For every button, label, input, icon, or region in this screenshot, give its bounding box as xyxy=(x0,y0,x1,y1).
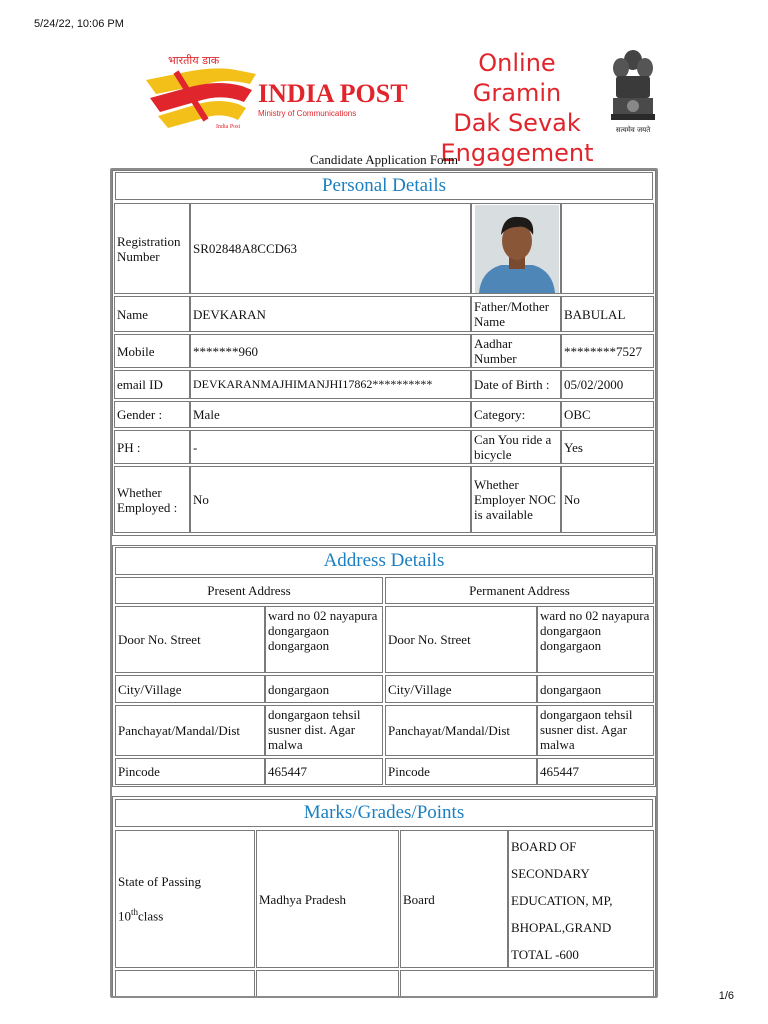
class-number: 10 xyxy=(118,908,131,924)
dob-value: 05/02/2000 xyxy=(561,370,654,399)
logo-main-text: INDIA POST xyxy=(258,79,408,108)
portal-title-line1: Online Gramin xyxy=(472,49,562,107)
employed-label: Whether Employed : xyxy=(114,466,190,533)
noc-value: No xyxy=(561,466,654,533)
board-label: Board xyxy=(400,830,508,968)
parent-name-label: Father/Mother Name xyxy=(471,296,561,332)
logo-sub-text: Ministry of Communications xyxy=(258,109,357,118)
gender-label: Gender : xyxy=(114,401,190,428)
category-label: Category: xyxy=(471,401,561,428)
page-number: 1/6 xyxy=(718,990,734,1002)
dob-label: Date of Birth : xyxy=(471,370,561,399)
logo-small-text: India Post xyxy=(216,124,241,130)
ph-value: - xyxy=(190,430,471,464)
permanent-pincode-value: 465447 xyxy=(537,758,654,785)
present-pincode-label: Pincode xyxy=(115,758,265,785)
present-panchayat-label: Panchayat/Mandal/Dist xyxy=(115,705,265,756)
mobile-label: Mobile xyxy=(114,334,190,368)
present-door-value: ward no 02 nayapura dongargaon dongargaon xyxy=(265,606,383,673)
state-of-passing-value: Madhya Pradesh xyxy=(256,830,399,968)
portal-title xyxy=(432,48,602,168)
permanent-panchayat-value: dongargaon tehsil susner dist. Agar malwa xyxy=(537,705,654,756)
registration-label: Registration Number xyxy=(114,203,190,294)
permanent-door-label: Door No. Street xyxy=(385,606,537,673)
emblem-motto: सत्यमेव जयते xyxy=(615,126,651,134)
permanent-city-value: dongargaon xyxy=(537,675,654,703)
state-of-passing-label xyxy=(115,830,255,968)
aadhar-value: ********7527 xyxy=(561,334,654,368)
present-city-value: dongargaon xyxy=(265,675,383,703)
permanent-pincode-label: Pincode xyxy=(385,758,537,785)
national-emblem-icon xyxy=(608,46,658,136)
bicycle-value: Yes xyxy=(561,430,654,464)
state-label-text: State of Passing xyxy=(118,873,202,889)
bicycle-label: Can You ride a bicycle xyxy=(471,430,561,464)
portal-title-line2: Dak Sevak xyxy=(453,109,581,137)
present-door-label: Door No. Street xyxy=(115,606,265,673)
parent-name-value: BABULAL xyxy=(561,296,654,332)
email-label: email ID xyxy=(114,370,190,399)
permanent-panchayat-label: Panchayat/Mandal/Dist xyxy=(385,705,537,756)
class-word: class xyxy=(138,908,164,924)
class-label-text xyxy=(118,897,163,931)
logo-hindi-text: भारतीय डाक xyxy=(168,54,220,67)
print-timestamp: 5/24/22, 10:06 PM xyxy=(34,18,124,30)
employed-value: No xyxy=(190,466,471,533)
present-address-heading: Present Address xyxy=(115,577,383,604)
permanent-door-value: ward no 02 nayapura dongargaon dongargaon xyxy=(537,606,654,673)
photo-empty-cell xyxy=(561,203,654,294)
present-panchayat-value: dongargaon tehsil susner dist. Agar malwa xyxy=(265,705,383,756)
mobile-value: *******960 xyxy=(190,334,471,368)
next-row-cell-3 xyxy=(400,970,654,996)
name-label: Name xyxy=(114,296,190,332)
permanent-city-label: City/Village xyxy=(385,675,537,703)
form-title: Candidate Application Form xyxy=(309,152,459,167)
ph-label: PH : xyxy=(114,430,190,464)
gender-value: Male xyxy=(190,401,471,428)
permanent-address-heading: Permanent Address xyxy=(385,577,654,604)
present-pincode-value: 465447 xyxy=(265,758,383,785)
marks-heading: Marks/Grades/Points xyxy=(115,799,653,827)
present-city-label: City/Village xyxy=(115,675,265,703)
aadhar-label: Aadhar Number xyxy=(471,334,561,368)
candidate-photo xyxy=(475,205,559,293)
next-row-cell-2 xyxy=(256,970,399,996)
email-value: DEVKARANMAJHIMANJHI17862********** xyxy=(190,370,471,399)
category-value: OBC xyxy=(561,401,654,428)
registration-value: SR02848A8CCD63 xyxy=(190,203,471,294)
board-value: BOARD OF SECONDARY EDUCATION, MP, BHOPAL,GRAND TOTAL -600 xyxy=(508,830,654,968)
name-value: DEVKARAN xyxy=(190,296,471,332)
noc-label: Whether Employer NOC is available xyxy=(471,466,561,533)
portal-title-line3: Engagement xyxy=(440,139,594,167)
personal-details-heading: Personal Details xyxy=(115,172,653,200)
india-post-logo xyxy=(146,50,426,130)
next-row-cell-1 xyxy=(115,970,255,996)
address-details-heading: Address Details xyxy=(115,547,653,575)
class-suffix: th xyxy=(131,906,139,917)
